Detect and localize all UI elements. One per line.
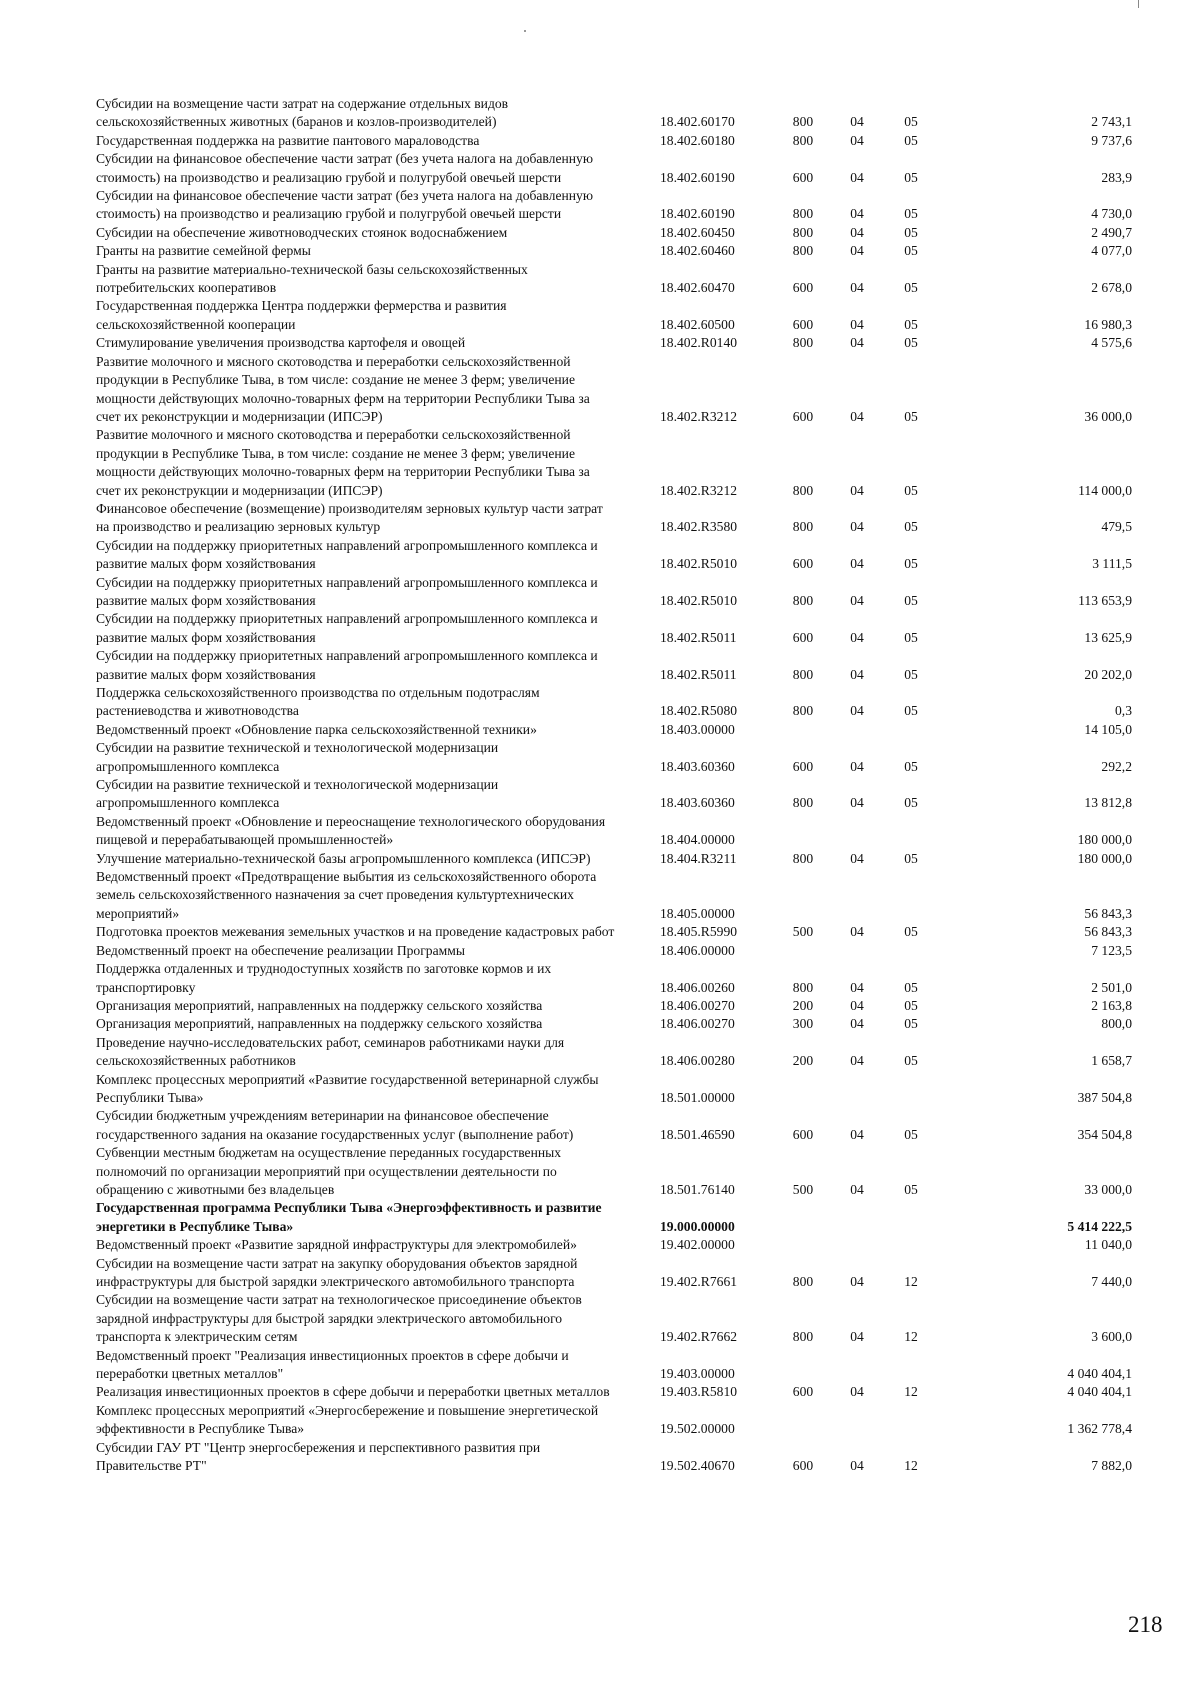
table-row xyxy=(96,1071,1136,1108)
row-name: Ведомственный проект на обеспечение реализации Программы xyxy=(96,942,465,958)
row-amount: 0,3 xyxy=(1115,703,1132,719)
row-code: 18.402.R3212 xyxy=(660,482,738,498)
row-expense-type: 600 xyxy=(792,556,814,572)
table-row xyxy=(96,95,1136,132)
row-section: 04 xyxy=(850,1384,864,1400)
row-section: 04 xyxy=(850,1126,864,1142)
table-row xyxy=(96,1291,1136,1346)
row-name: Субсидии на финансовое обеспечение части затрат (без учета налога на добавленную стоимость) на производство и реализацию грубой и полугрубой овечьей шерсти xyxy=(96,151,593,185)
row-section: 04 xyxy=(850,114,864,130)
row-code: 18.402.R5011 xyxy=(660,666,737,682)
row-subsection xyxy=(882,1402,940,1439)
row-amount: 33 000,0 xyxy=(1084,1181,1132,1197)
table-row xyxy=(96,813,1136,850)
row-subsection xyxy=(882,813,940,850)
row-code: 18.403.00000 xyxy=(660,721,735,737)
row-subsection: 12 xyxy=(904,1274,918,1289)
row-amount: 2 490,7 xyxy=(1091,224,1132,240)
row-name: Субсидии на финансовое обеспечение части затрат (без учета налога на добавленную стоимость) на производство и реализацию грубой и полугрубой овечьей шерсти xyxy=(96,188,593,222)
row-section: 04 xyxy=(850,206,864,222)
row-code: 18.404.00000 xyxy=(660,832,735,848)
row-section xyxy=(832,1402,882,1439)
row-amount: 56 843,3 xyxy=(1084,905,1132,921)
row-subsection: 05 xyxy=(904,316,918,332)
row-amount: 180 000,0 xyxy=(1077,850,1132,866)
row-name: Гранты на развитие семейной фермы xyxy=(96,243,311,259)
row-expense-type: 500 xyxy=(792,1181,814,1197)
row-section: 04 xyxy=(850,280,864,296)
table-row xyxy=(96,1347,1136,1384)
budget-table xyxy=(96,95,1136,1475)
row-section: 04 xyxy=(850,132,864,148)
row-code: 18.402.60190 xyxy=(660,206,735,222)
row-subsection: 05 xyxy=(904,1053,918,1069)
row-subsection xyxy=(882,721,940,739)
row-subsection: 05 xyxy=(904,114,918,130)
row-expense-type: 500 xyxy=(792,924,814,940)
row-amount: 180 000,0 xyxy=(1077,832,1132,848)
row-code: 19.403.00000 xyxy=(660,1366,735,1382)
row-code: 18.402.60470 xyxy=(660,280,735,296)
row-subsection: 05 xyxy=(904,243,918,259)
row-amount: 13 812,8 xyxy=(1084,795,1132,811)
row-section: 04 xyxy=(850,850,864,866)
row-code: 18.501.00000 xyxy=(660,1089,735,1105)
row-code: 18.402.60500 xyxy=(660,316,735,332)
table-row xyxy=(96,1034,1136,1071)
row-expense-type: 600 xyxy=(792,408,814,424)
table-row xyxy=(96,776,1136,813)
row-amount: 2 743,1 xyxy=(1091,114,1132,130)
table-row xyxy=(96,187,1136,224)
row-subsection: 05 xyxy=(904,997,918,1013)
table-row xyxy=(96,224,1136,242)
row-amount: 3 600,0 xyxy=(1091,1329,1132,1345)
row-name: Ведомственный проект «Обновление и переоснащение технологического оборудования пищевой и перерабатывающей промышленностей» xyxy=(96,813,606,848)
row-amount: 9 737,6 xyxy=(1091,132,1132,148)
table-row xyxy=(96,1236,1136,1254)
row-expense-type xyxy=(774,1347,832,1384)
row-subsection: 05 xyxy=(904,169,918,185)
row-expense-type: 800 xyxy=(792,795,814,811)
row-subsection: 05 xyxy=(904,335,918,351)
row-expense-type: 800 xyxy=(792,666,814,682)
row-code: 18.402.R5010 xyxy=(660,556,738,572)
row-amount: 2 501,0 xyxy=(1091,979,1132,995)
row-amount: 800,0 xyxy=(1101,1016,1132,1032)
row-name: Субсидии на развитие технической и технологической модернизации агропромышленного комплекса xyxy=(96,740,499,774)
row-subsection: 12 xyxy=(904,1384,918,1400)
table-row xyxy=(96,942,1136,960)
table-row xyxy=(96,334,1136,352)
row-amount: 7 123,5 xyxy=(1091,942,1132,958)
row-expense-type: 800 xyxy=(792,132,814,148)
row-expense-type: 800 xyxy=(792,206,814,222)
table-row xyxy=(96,353,1136,427)
row-amount: 13 625,9 xyxy=(1084,629,1132,645)
row-code: 18.405.R5990 xyxy=(660,924,738,940)
table-row xyxy=(96,721,1136,739)
table-row xyxy=(96,1107,1136,1144)
row-expense-type: 600 xyxy=(792,629,814,645)
row-amount: 354 504,8 xyxy=(1077,1126,1132,1142)
scan-edge-mark xyxy=(1138,0,1139,8)
row-expense-type: 800 xyxy=(792,1329,814,1345)
row-section: 04 xyxy=(850,243,864,259)
table-row xyxy=(96,242,1136,260)
row-section: 04 xyxy=(850,519,864,535)
table-row xyxy=(96,850,1136,868)
row-section: 04 xyxy=(850,1274,864,1289)
row-subsection: 05 xyxy=(904,850,918,866)
row-section: 04 xyxy=(850,335,864,351)
row-subsection: 05 xyxy=(904,482,918,498)
row-subsection: 12 xyxy=(904,1458,918,1474)
row-section: 04 xyxy=(850,666,864,682)
row-section: 04 xyxy=(850,924,864,940)
row-expense-type: 200 xyxy=(792,997,814,1013)
row-expense-type xyxy=(774,813,832,850)
row-subsection: 05 xyxy=(904,280,918,296)
row-name: Проведение научно-исследовательских работ, семинаров работниками науки для сельскохозяйственных работников xyxy=(96,1034,565,1069)
row-name: Развитие молочного и мясного скотоводства и переработки сельскохозяйственной продукции в Республике Тыва, в том числе: создание не менее 3 ферм; увеличение мощности действующих молочно-товарных ферм на территории Республики Тыва за счет их реконструкции и модернизации (ИПСЭР) xyxy=(96,353,590,424)
row-amount: 4 730,0 xyxy=(1091,206,1132,222)
table-row xyxy=(96,261,1136,298)
row-name: Субсидии на обеспечение животноводческих стоянок водоснабжением xyxy=(96,224,508,240)
row-code: 18.501.76140 xyxy=(660,1181,735,1197)
row-subsection: 05 xyxy=(904,795,918,811)
row-code: 18.402.60450 xyxy=(660,224,735,240)
budget-table-page xyxy=(96,95,1136,1475)
row-expense-type: 800 xyxy=(792,1274,814,1289)
row-amount: 14 105,0 xyxy=(1084,721,1132,737)
row-name: Субсидии на возмещение части затрат на технологическое присоединение объектов зарядной инфраструктуры для быстрой зарядки электрического автомобильного транспорта к электрическим сетям xyxy=(96,1292,582,1345)
row-subsection: 05 xyxy=(904,224,918,240)
row-code: 18.406.00260 xyxy=(660,979,735,995)
row-name: Комплекс процессных мероприятий «Энергосбережение и повышение энергетической эффективности в Республике Тыва» xyxy=(96,1402,599,1437)
row-name: Субсидии на поддержку приоритетных направлений агропромышленного комплекса и развитие малых форм хозяйствования xyxy=(96,537,598,572)
row-subsection: 05 xyxy=(904,1126,918,1142)
row-code: 18.403.60360 xyxy=(660,758,735,774)
table-row xyxy=(96,684,1136,721)
row-name: Развитие молочного и мясного скотоводства и переработки сельскохозяйственной продукции в Республике Тыва, в том числе: создание не менее 3 ферм; увеличение мощности действующих молочно-товарных ферм на территории Республики Тыва за счет их реконструкции и модернизации (ИПСЭР) xyxy=(96,427,590,498)
table-row xyxy=(96,610,1136,647)
row-amount: 36 000,0 xyxy=(1084,408,1132,424)
row-code: 18.402.60460 xyxy=(660,243,735,259)
page-number: 218 xyxy=(1128,1612,1163,1637)
row-subsection: 05 xyxy=(904,924,918,940)
row-code: 18.402.R5080 xyxy=(660,703,738,719)
row-name: Финансовое обеспечение (возмещение) производителям зерновых культур части затрат на производство и реализацию зерновых культур xyxy=(96,500,603,535)
row-expense-type: 800 xyxy=(792,850,814,866)
table-row xyxy=(96,1199,1136,1236)
table-row xyxy=(96,1439,1136,1476)
row-subsection: 05 xyxy=(904,703,918,719)
row-subsection: 05 xyxy=(904,592,918,608)
row-name: Ведомственный проект «Предотвращение выбытия из сельскохозяйственного оборота земель сельскохозяйственного назначения за счет проведения культуртехнических мероприятий» xyxy=(96,869,597,921)
row-amount: 56 843,3 xyxy=(1084,924,1132,940)
scan-dot xyxy=(524,30,526,32)
row-subsection: 05 xyxy=(904,1181,918,1197)
table-row xyxy=(96,647,1136,684)
row-amount: 4 575,6 xyxy=(1091,335,1132,351)
row-subsection: 05 xyxy=(904,519,918,535)
row-code: 19.403.R5810 xyxy=(660,1384,738,1400)
row-subsection xyxy=(882,1236,940,1254)
row-section: 04 xyxy=(850,224,864,240)
row-amount: 292,2 xyxy=(1101,758,1132,774)
row-name: Субвенции местным бюджетам на осуществление переданных государственных полномочий по организации мероприятий при осуществлении деятельности по обращению с животными без владельцев xyxy=(96,1145,562,1197)
row-expense-type xyxy=(774,868,832,923)
row-code: 18.404.R3211 xyxy=(660,850,737,866)
row-amount: 387 504,8 xyxy=(1077,1089,1132,1105)
row-name: Субсидии на возмещение части затрат на закупку оборудования объектов зарядной инфраструктуры для быстрой зарядки электрического автомобильного транспорта xyxy=(96,1255,578,1289)
row-subsection: 05 xyxy=(904,629,918,645)
row-code: 18.402.60190 xyxy=(660,169,735,185)
row-section xyxy=(832,942,882,960)
row-name: Гранты на развитие материально-технической базы сельскохозяйственных потребительских кооперативов xyxy=(96,261,528,296)
row-amount: 4 040 404,1 xyxy=(1067,1366,1132,1382)
row-expense-type: 800 xyxy=(792,592,814,608)
row-name: Стимулирование увеличения производства картофеля и овощей xyxy=(96,335,466,351)
row-code: 18.501.46590 xyxy=(660,1126,735,1142)
row-name: Субсидии бюджетным учреждениям ветеринарии на финансовое обеспечение государственного задания на оказание государственных услуг (выполнение работ) xyxy=(96,1108,574,1142)
row-section: 04 xyxy=(850,1053,864,1069)
row-code: 19.000.00000 xyxy=(660,1218,735,1234)
row-section: 04 xyxy=(850,408,864,424)
row-section xyxy=(832,1199,882,1236)
row-name: Организация мероприятий, направленных на поддержку сельского хозяйства xyxy=(96,1016,543,1032)
row-amount: 11 040,0 xyxy=(1084,1237,1132,1253)
row-code: 19.402.R7661 xyxy=(660,1274,738,1289)
row-code: 19.502.00000 xyxy=(660,1421,735,1437)
row-expense-type: 800 xyxy=(792,703,814,719)
row-name: Государственная поддержка на развитие пантового мараловодства xyxy=(96,132,480,148)
row-section: 04 xyxy=(850,795,864,811)
row-amount: 5 414 222,5 xyxy=(1067,1218,1132,1234)
table-row xyxy=(96,960,1136,997)
row-code: 18.402.R0140 xyxy=(660,335,738,351)
row-expense-type: 600 xyxy=(792,1458,814,1474)
row-name: Поддержка отдаленных и труднодоступных хозяйств по заготовке кормов и их транспортировку xyxy=(96,961,552,995)
row-name: Субсидии ГАУ РТ "Центр энергосбережения и перспективного развития при Правительстве РТ" xyxy=(96,1439,541,1474)
row-amount: 1 658,7 xyxy=(1091,1053,1132,1069)
row-section: 04 xyxy=(850,1458,864,1474)
row-name: Государственная поддержка Центра поддержки фермерства и развития сельскохозяйственной кооперации xyxy=(96,298,507,332)
row-amount: 4 040 404,1 xyxy=(1067,1384,1132,1400)
row-amount: 4 077,0 xyxy=(1091,243,1132,259)
row-code: 19.402.R7662 xyxy=(660,1329,738,1345)
row-amount: 3 111,5 xyxy=(1092,556,1132,572)
row-code: 18.405.00000 xyxy=(660,905,735,921)
row-name: Подготовка проектов межевания земельных участков и на проведение кадастровых работ xyxy=(96,924,615,940)
row-subsection xyxy=(882,942,940,960)
row-name: Организация мероприятий, направленных на поддержку сельского хозяйства xyxy=(96,997,543,1013)
row-section: 04 xyxy=(850,1016,864,1032)
row-name: Улучшение материально-технической базы агропромышленного комплекса (ИПСЭР) xyxy=(96,850,591,866)
row-section: 04 xyxy=(850,556,864,572)
row-name: Субсидии на развитие технической и технологической модернизации агропромышленного комплекса xyxy=(96,777,499,811)
row-amount: 283,9 xyxy=(1101,169,1132,185)
row-section: 04 xyxy=(850,703,864,719)
row-amount: 20 202,0 xyxy=(1084,666,1132,682)
row-subsection: 05 xyxy=(904,408,918,424)
row-name: Субсидии на поддержку приоритетных направлений агропромышленного комплекса и развитие малых форм хозяйствования xyxy=(96,611,598,645)
row-expense-type: 200 xyxy=(792,1053,814,1069)
row-code: 18.402.R3580 xyxy=(660,519,738,535)
row-subsection: 05 xyxy=(904,979,918,995)
table-row xyxy=(96,537,1136,574)
table-row xyxy=(96,1402,1136,1439)
row-name: Комплекс процессных мероприятий «Развитие государственной ветеринарной службы Республики Тыва» xyxy=(96,1071,599,1105)
row-name: Поддержка сельскохозяйственного производства по отдельным подотраслям растениеводства и животноводства xyxy=(96,685,540,719)
row-subsection xyxy=(882,1199,940,1236)
table-row xyxy=(96,500,1136,537)
row-name: Реализация инвестиционных проектов в сфере добычи и переработки цветных металлов xyxy=(96,1384,610,1400)
row-subsection xyxy=(882,1071,940,1108)
row-expense-type xyxy=(774,1199,832,1236)
row-section: 04 xyxy=(850,169,864,185)
row-section: 04 xyxy=(850,1181,864,1197)
row-name: Ведомственный проект "Реализация инвестиционных проектов в сфере добычи и переработки цветных металлов" xyxy=(96,1347,569,1382)
row-expense-type: 800 xyxy=(792,224,814,240)
row-expense-type: 800 xyxy=(792,114,814,130)
row-expense-type xyxy=(774,1402,832,1439)
table-row xyxy=(96,868,1136,923)
row-expense-type: 800 xyxy=(792,519,814,535)
row-code: 18.406.00270 xyxy=(660,1016,735,1032)
row-subsection: 05 xyxy=(904,758,918,774)
row-code: 18.402.R5011 xyxy=(660,629,737,645)
row-amount: 1 362 778,4 xyxy=(1067,1421,1132,1437)
row-subsection xyxy=(882,1347,940,1384)
row-subsection: 05 xyxy=(904,132,918,148)
table-row xyxy=(96,1383,1136,1401)
table-row xyxy=(96,150,1136,187)
row-name: Ведомственный проект «Развитие зарядной инфраструктуры для электромобилей» xyxy=(96,1237,577,1253)
row-section xyxy=(832,813,882,850)
row-name: Государственная программа Республики Тыва «Энергоэффективность и развитие энергетики в Республике Тыва» xyxy=(96,1200,602,1234)
row-subsection xyxy=(882,868,940,923)
table-row xyxy=(96,1144,1136,1199)
row-subsection: 05 xyxy=(904,206,918,222)
table-row xyxy=(96,1015,1136,1033)
row-code: 18.406.00280 xyxy=(660,1053,735,1069)
table-row xyxy=(96,132,1136,150)
row-subsection: 05 xyxy=(904,666,918,682)
table-row xyxy=(96,923,1136,941)
row-expense-type xyxy=(774,1071,832,1108)
row-amount: 114 000,0 xyxy=(1078,482,1132,498)
row-expense-type: 800 xyxy=(792,243,814,259)
table-row xyxy=(96,1255,1136,1292)
row-section xyxy=(832,868,882,923)
row-expense-type xyxy=(774,721,832,739)
row-name: Субсидии на поддержку приоритетных направлений агропромышленного комплекса и развитие малых форм хозяйствования xyxy=(96,574,598,608)
row-expense-type: 600 xyxy=(792,316,814,332)
row-code: 18.402.R5010 xyxy=(660,592,738,608)
row-expense-type: 800 xyxy=(792,979,814,995)
row-code: 18.402.60180 xyxy=(660,132,735,148)
row-expense-type: 800 xyxy=(792,482,814,498)
table-row xyxy=(96,739,1136,776)
row-code: 18.402.60170 xyxy=(660,114,735,130)
row-section: 04 xyxy=(850,979,864,995)
row-expense-type: 600 xyxy=(792,1126,814,1142)
table-row xyxy=(96,997,1136,1015)
row-section xyxy=(832,1236,882,1254)
row-subsection: 05 xyxy=(904,556,918,572)
row-code: 18.403.60360 xyxy=(660,795,735,811)
row-amount: 16 980,3 xyxy=(1084,316,1132,332)
table-row xyxy=(96,426,1136,500)
row-name: Субсидии на поддержку приоритетных направлений агропромышленного комплекса и развитие малых форм хозяйствования xyxy=(96,648,598,682)
row-code: 18.406.00000 xyxy=(660,942,735,958)
row-section xyxy=(832,1071,882,1108)
row-amount: 113 653,9 xyxy=(1078,592,1132,608)
table-row xyxy=(96,297,1136,334)
row-amount: 479,5 xyxy=(1101,519,1132,535)
row-name: Ведомственный проект «Обновление парка сельскохозяйственной техники» xyxy=(96,721,537,737)
row-code: 18.402.R3212 xyxy=(660,408,738,424)
row-expense-type: 300 xyxy=(792,1016,814,1032)
row-code: 19.402.00000 xyxy=(660,1237,735,1253)
row-section: 04 xyxy=(850,482,864,498)
row-amount: 7 440,0 xyxy=(1091,1274,1132,1289)
row-section: 04 xyxy=(850,629,864,645)
row-amount: 2 163,8 xyxy=(1091,997,1132,1013)
row-section xyxy=(832,1347,882,1384)
row-amount: 2 678,0 xyxy=(1091,280,1132,296)
row-code: 19.502.40670 xyxy=(660,1458,735,1474)
row-section: 04 xyxy=(850,1329,864,1345)
row-subsection: 05 xyxy=(904,1016,918,1032)
row-amount: 7 882,0 xyxy=(1091,1458,1132,1474)
budget-table-body xyxy=(96,95,1136,1475)
row-expense-type: 600 xyxy=(792,169,814,185)
row-section xyxy=(832,721,882,739)
row-expense-type: 600 xyxy=(792,758,814,774)
row-expense-type xyxy=(774,1236,832,1254)
row-expense-type: 600 xyxy=(792,280,814,296)
row-expense-type: 800 xyxy=(792,335,814,351)
row-section: 04 xyxy=(850,758,864,774)
row-code: 18.406.00270 xyxy=(660,997,735,1013)
row-section: 04 xyxy=(850,592,864,608)
row-section: 04 xyxy=(850,997,864,1013)
row-expense-type: 600 xyxy=(792,1384,814,1400)
row-expense-type xyxy=(774,942,832,960)
table-row xyxy=(96,574,1136,611)
row-name: Субсидии на возмещение части затрат на содержание отдельных видов сельскохозяйственных животных (баранов и козлов-производителей) xyxy=(96,96,509,130)
row-subsection: 12 xyxy=(904,1329,918,1345)
row-section: 04 xyxy=(850,316,864,332)
